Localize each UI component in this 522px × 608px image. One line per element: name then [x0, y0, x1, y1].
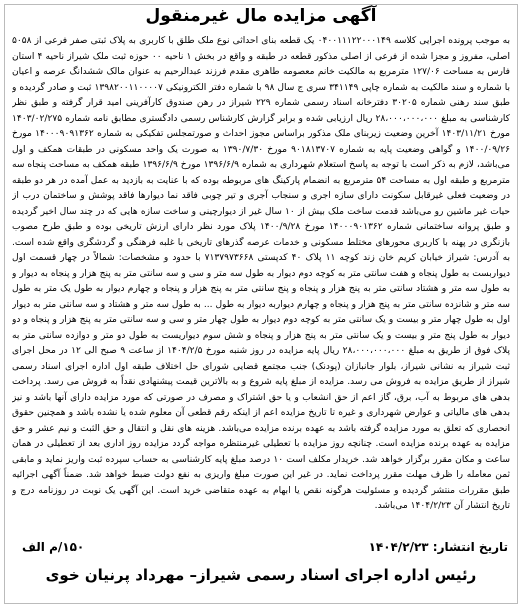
- notice-code: ۱۵۰/م الف: [22, 540, 85, 554]
- notice-body: [12, 34, 510, 530]
- notice-footer: [10, 538, 512, 560]
- notice-body-part-2: به طول سه متر و هشتاد و سه سانتی متر به دیوار اول به طول چهار متر و بیست و یک سانتی متر به کوچه دوم دیوار به طول چهار متر و سی و سه سانتی متر به پنج هزار و پنجاه و دو دیوار به طول پنج متر و بیست و یک سانتی متر به پنج هزار و پنجاه و شش سوم دیواریست به طول دو متر و دوازده سانتی متر به پلاک فوق از طریق به مبلغ ۲۸،۰۰۰،۰۰۰،۰۰۰ ریال پایه مزایده در روز شنبه مورخ ۱۴۰۴/۲/۵ از ساعت ۹ صبح الی ۱۲ در محل اجرای ثبت شیراز به نشانی شیراز، بلوار جانبازان (پودنک) جنب مجتمع قضایی شورای حل اختلاف طبقه اول اداره اجرای اسناد رسمی شیراز از طریق مزایده به فروش می رسد. مزایده از مبلغ پایه شروع و به بالاترین قیمت پیشنهادی نقداً به فروش می رسد. پرداخت بدهی های مربوط به آب، برق، گاز اعم از حق انشعاب و یا حق اشتراک و مصرف در صورتی که مورد مزایده دارای آنها باشد و نیز بدهی های مالیاتی و عوارض شهرداری و غیره تا تاریخ مزایده اعم از اینکه رقم قطعی آن معلوم شده یا نشده باشد و همچنین حقوق انحصاری که تعلق به مورد مزایده گرفته باشد به عهده برنده مزایده می‌باشد. هزینه های نقل و انتقال و حق الثبت و نیم عشر و حق مزایده به عهده برنده مزایده است. چنانچه روز مزایده با تعطیلی غیرمنتظره مواجه گردد مزایده روز اداری بعد از تعطیلی در همان ساعت و مکان مقرر برگزار خواهد شد. خریدار مکلف است ۱۰ درصد مبلغ پایه کارشناسی به حساب سپرده ثبت واریز نماید و مابقی ثمن معامله را ظرف مهلت مقرر پرداخت نماید. در غیر این صورت مبلغ واریزی به نفع دولت ضبط خواهد شد. ضمناً آگهی اجرائیه طبق مقررات منتشر گردیده و مسئولیت هرگونه نقص یا ابهام به عهده متقاضی خرید است. این آگهی یک نوبت در روزنامه درج و تاریخ انتشار آن ۱۴۰۴/۲/۲۳ می‌باشد.: [12, 299, 510, 511]
- notice-body-part-1: به موجب پرونده اجرایی کلاسه ۰۴۰۰۱۱۱۲۲۰۰۰۱۴۹ یک قطعه بنای احداثی نوع ملک طلق با کاربری به پلاک ثبتی صفر فرعی از ۵۰۵۸ اصلی، مفروز و مجزا شده از فرعی از اصلی مذکور قطعه در طبقه و واقع در بخش ۱ ناحیه ۰۰ حوزه ثبت ملک شیراز ناحیه ۴ استان فارس به مساحت ۱۲۷/۰۶ مترمربع به مالکیت خانم معصومه طاهری مقدم فرزند عبدالرحیم به عنوان مالک ششدانگ عرصه و اعیان با شماره و سند مالکیت به شماره چاپی ۳۴۱۱۴۹ سری ج سال ۹۸ با شماره دفتر الکترونیکی ۱۳۹۸۲۰۰۱۱۰۰۰۰۷ ثبت و صادر گردیده و طبق سند رهنی شماره ۳۰۲۰۵ دفترخانه اسناد رسمی شماره ۲۲۹ شیراز در رهن صندوق کارآفرینی امید قرار گرفته و طبق نظر کارشناسی به مبلغ ۲۸،۰۰۰،۰۰۰،۰۰۰ ریال ارزیابی شده و برابر گزارش کارشناس رسمی دادگستری مطابق نامه شماره ۱۴۰۳/۰۲/۲۷۵ مورخ ۱۴۰۳/۱۱/۲۱ آخرین وضعیت زیربنای ملک مذکور براساس مجوز احداث و صورتمجلس تفکیکی به شماره ۱۴۰۰۰۹۰۹۱۳۶۲ مورخ ۱۴۰۰/۰۹/۲۶ و گواهی وضعیت پایه به شماره ۹۰۱۸۱۳۷۰۷ مورخ ۱۳۹۰/۷/۳۰ به صورت یک واحد مسکونی در طبقات همکف و اول می‌باشد، لازم به ذکر است با توجه به پاسخ استعلام شهرداری به شماره ۱۳۹۶/۶/۹ مورخ ۱۳۹۶/۶/۹ طبقه همکف به مساحت پنجاه سه مترمربع و طبقه اول به مساحت ۵۴ مترمربع به انضمام پارکینگ های مربوطه بوده که با عنایت به بازدید به عمل آمده در هر دو طبقه در وضعیت فعلی غیرقابل سکونت دارای سازه اجری و سنجاب آجری و تیر چوبی فاقد نما دیوارها فاقد پوشش و ساختمان درب از حیات غیر ماشین رو می‌باشد قدمت ساخت ملک بیش از ۱۰ سال غیر از دیوارچینی و ساخت سازه هایی که در چند سال اخیر گردیده و طبق پروانه ساختمانی شماره ۱۴۰۰۰۹۰۱۳۶۲ مورخ ۱۴۰۰/۹/۲۸ پلاک مورد نظر دارای ارزش تاریخی بوده و طبق طرح مصوب بازنگری در پهنه با کاربری محورهای مختلط مسکونی و خدمات عرصه گذرهای تاریخی با غلبه فرهنگی و گردشگری واقع شده است. به آدرس: شیراز خیابان کریم خان زند کوچه ۱۱ پلاک ۴۰ کدپستی ۷۱۳۷۹۷۳۶۶۸ با حدود و مشخصات: شمالاً در چهار قسمت اول دیواربست به طول پنجاه و هفت سانتی متر به کوچه دوم دیوار به طول سه متر و سی و سه سانتی متر به پنج هزار و پنجاه به دیوار و به طول سه متر و هشتاد سانتی متر به پنج هزار و پنجاه و پنج سانتی متر به پنج هزار و پنجاه و چهارم دیوار به طول یک متر به طول سه متر و شانزده سانتی متر به پنج هزار و پنجاه و چهارم دیواربه دیوار به طول ...: [12, 36, 510, 310]
- notice-title: آگهی مزایده مال غیرمنقول: [145, 6, 377, 26]
- signature-line: رئیس اداره اجرای اسناد رسمی شیراز– مهرداد پرنیان خوی: [45, 566, 477, 584]
- publish-date: تاریخ انتشار: ۱۴۰۴/۲/۲۳: [368, 540, 508, 554]
